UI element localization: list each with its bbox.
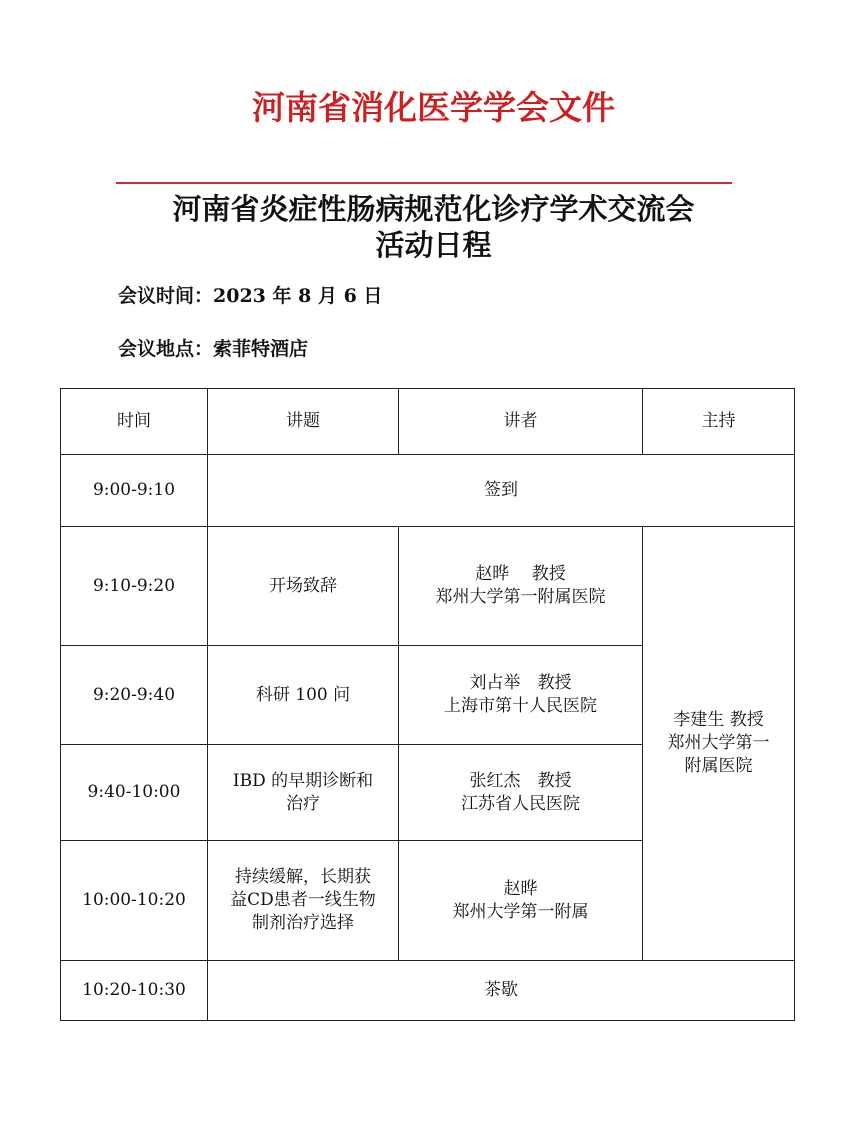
speaker-name: 刘占举 教授 — [469, 673, 572, 693]
speaker-affiliation: 郑州大学第一附属医院 — [435, 587, 606, 607]
row-time: 9:10-9:20 — [61, 527, 208, 646]
meeting-time-label: 会议时间： — [118, 285, 214, 307]
topic-line: 益CD患者一线生物 — [230, 890, 376, 910]
topic-line: 科研 100 问 — [255, 684, 351, 705]
host-affiliation-line-2: 附属医院 — [684, 756, 753, 776]
row-topic — [208, 527, 399, 646]
speaker-name: 张红杰 教授 — [469, 770, 572, 791]
table-row — [61, 527, 795, 646]
row-speaker — [399, 527, 643, 646]
document-title — [0, 191, 867, 263]
row-topic — [208, 841, 399, 961]
header-divider — [116, 182, 732, 184]
header-topic: 讲题 — [208, 389, 399, 455]
row-speaker — [399, 745, 643, 841]
schedule-table — [60, 388, 795, 1021]
document-title-line-2: 活动日程 — [375, 228, 492, 262]
row-topic — [208, 646, 399, 745]
meeting-place-label: 会议地点： — [118, 338, 214, 360]
row-time: 9:40-10:00 — [61, 745, 208, 841]
topic-line: IBD 的早期诊断和 — [232, 770, 374, 791]
topic-line: 制剂治疗选择 — [252, 913, 354, 933]
topic-line: 治疗 — [286, 793, 320, 814]
speaker-affiliation: 郑州大学第一附属 — [452, 901, 589, 922]
topic-line: 开场致辞 — [269, 575, 337, 596]
meeting-place-value: 索菲特酒店 — [213, 338, 309, 360]
table-row-registration — [61, 455, 795, 527]
header-time: 时间 — [61, 389, 208, 455]
row-topic — [208, 745, 399, 841]
meeting-time — [118, 281, 382, 308]
meeting-place — [118, 334, 308, 361]
speaker-affiliation: 上海市第十人民医院 — [444, 696, 597, 716]
row-time: 9:20-9:40 — [61, 646, 208, 745]
header-speaker: 讲者 — [399, 389, 643, 455]
meeting-time-value: 2023 年 8 月 6 日 — [213, 285, 383, 307]
speaker-name: 赵晔 教授 — [475, 564, 566, 584]
row-speaker — [399, 841, 643, 961]
host-affiliation-line-1: 郑州大学第一 — [667, 733, 770, 753]
break-time: 10:20-10:30 — [61, 961, 208, 1021]
speaker-name: 赵晔 — [503, 878, 538, 899]
speaker-affiliation: 江苏省人民医院 — [461, 793, 580, 814]
row-speaker — [399, 646, 643, 745]
document-title-line-1: 河南省炎症性肠病规范化诊疗学术交流会 — [172, 192, 695, 226]
table-row-break — [61, 961, 795, 1021]
registration-time: 9:00-9:10 — [61, 455, 208, 527]
host-cell — [643, 527, 795, 961]
break-label: 茶歇 — [208, 961, 795, 1021]
topic-line: 持续缓解，长期获 — [235, 867, 371, 887]
table-header-row — [61, 389, 795, 455]
document-header-title: 河南省消化医学学会文件 — [252, 88, 615, 127]
registration-label: 签到 — [208, 455, 795, 527]
header-host: 主持 — [643, 389, 795, 455]
row-time: 10:00-10:20 — [61, 841, 208, 961]
host-name: 李建生 教授 — [673, 710, 764, 730]
